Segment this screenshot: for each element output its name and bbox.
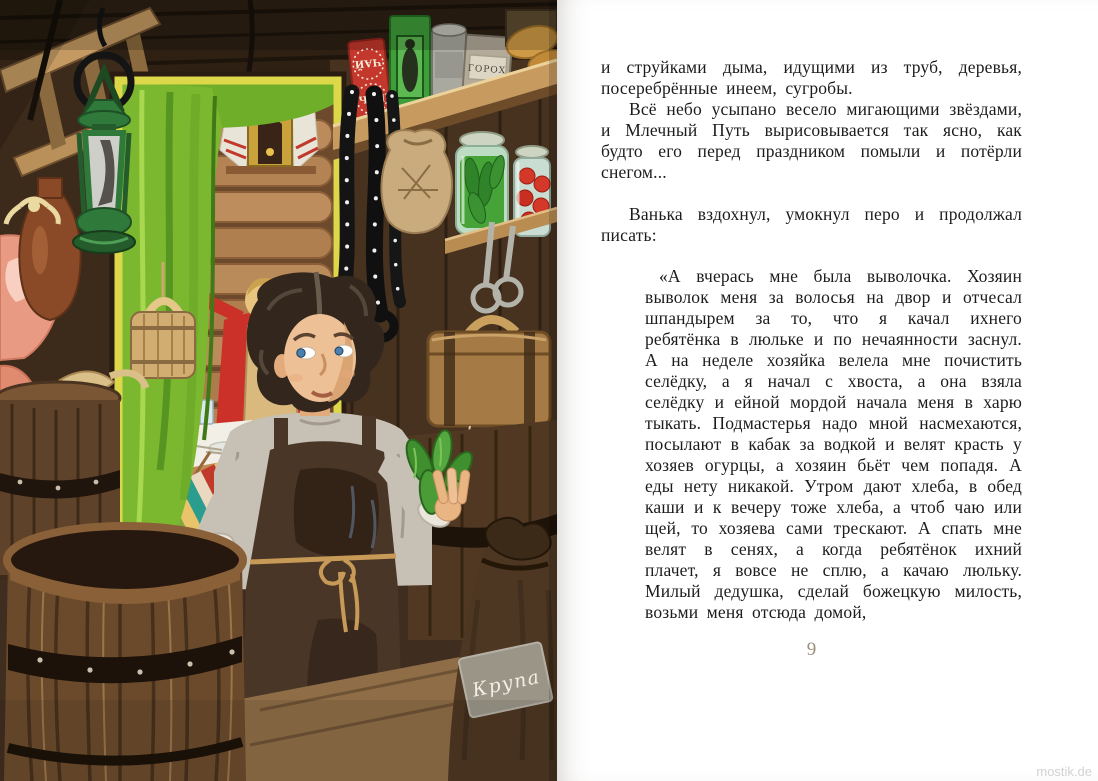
paragraph-milky-way: Всё небо усыпано весело мигающими звёздами, и Млечный Путь вырисовывается так ясно, как будто его перед праздником помыли и потёрли снегом... bbox=[601, 99, 1022, 182]
book-page bbox=[557, 0, 1098, 781]
tea-tin-label: ЧАЙ bbox=[358, 93, 386, 108]
page-number: 9 bbox=[806, 639, 817, 660]
watermark: mostik.de bbox=[1036, 764, 1092, 779]
groats-sack-label: Крупа bbox=[470, 665, 543, 702]
peas-box-label: ГОРОХ bbox=[467, 63, 507, 77]
paragraph-vanka-sighed: Ванька вздохнул, умокнул перо и продолжал писать: bbox=[601, 204, 1022, 245]
pickle-jar bbox=[456, 132, 508, 234]
burlap-sack bbox=[381, 130, 452, 233]
wooden-trunk bbox=[428, 319, 550, 426]
paragraph-letter: «А вчерась мне была выволочка. Хозяин выволок меня за волосья на двор и отчесал шпандырем за то, что я качал ихнего ребятёнка в люльке и по нечаянности заснул. А на неделе хозяйка велела мне почистить селёдку, а я начал с хвоста, а она взяла селёдку и ейной мордой начала меня в харю тыкать. Подмастерья надо мной насмехаются, посылают в кабак за водкой и велят красть у хозяев огурцы, а хозяин бьёт чем попадя. А еды нету никакой. Утром дают хлеба, в обед каши и к вечеру тоже хлеба, а чтоб чаю или щей, то хозяева сами трескают. А спать мне велят в сенях, а когда ребятёнок ихний плачет, я вовсе не сплю, а качаю люльку. Милый дедушка, сделай божецкую милость, возьми меня отсюда домой, bbox=[645, 266, 1022, 622]
tea-tin-label-top: ЧАЙ bbox=[354, 55, 382, 70]
paragraph-smoke-snow: и струйками дыма, идущими из труб, деревья, посеребрённые инеем, сугробы. bbox=[601, 57, 1022, 98]
